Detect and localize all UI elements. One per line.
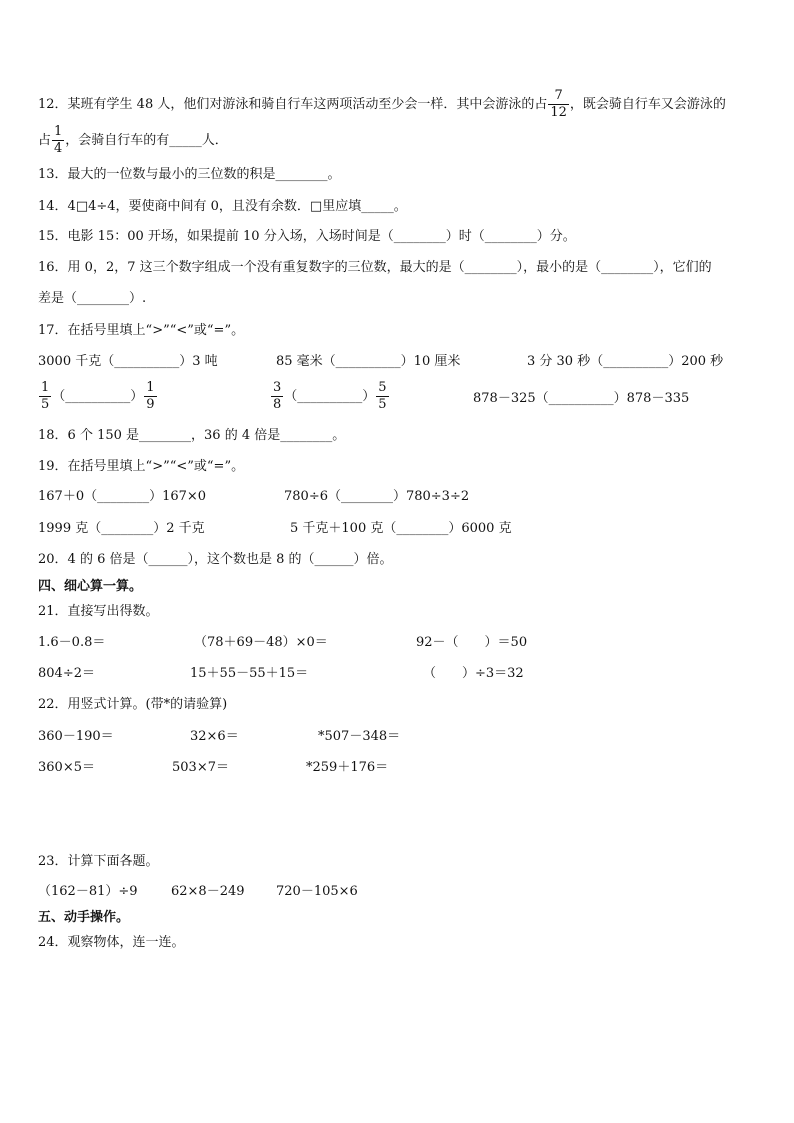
q22-r1c1: 360－190＝ xyxy=(38,729,114,744)
q21-title: 21．直接写出得数。 xyxy=(38,604,159,619)
fraction: $\frac{7}{12}$ xyxy=(550,88,567,120)
q23-title: 23．计算下面各题。 xyxy=(38,854,159,869)
q21-r2c2: 15＋55－55＋15＝ xyxy=(190,666,309,681)
q14: 14．4□4÷4，要使商中间有 0，且没有余数．□里应填_____。 xyxy=(38,199,407,214)
q17-r2c2: $\frac{3}{8}$ （__________） $\frac{5}{5}$ xyxy=(273,380,387,412)
q22-r2c1: 360×5＝ xyxy=(38,760,95,775)
q17-r2c3: 878－325（__________）878－335 xyxy=(473,391,690,406)
q22-r2c3: *259＋176＝ xyxy=(306,760,389,775)
q21-r1c3: 92－（ ）＝50 xyxy=(416,635,528,650)
q22-r1c3: *507－348＝ xyxy=(318,729,401,744)
q17-r1c3: 3 分 30 秒（__________）200 秒 xyxy=(527,354,724,369)
q17-r2c1: $\frac{1}{5}$ （__________） $\frac{1}{9}$ xyxy=(41,380,155,412)
fraction: $\frac{1}{9}$ xyxy=(146,380,155,412)
section-4-heading: 四、细心算一算。 xyxy=(38,579,143,594)
fraction: $\frac{1}{4}$ xyxy=(54,124,63,156)
q18: 18．6 个 150 是________，36 的 4 倍是________。 xyxy=(38,428,346,443)
fraction: $\frac{3}{8}$ xyxy=(273,380,282,412)
q17-title: 17．在括号里填上“>”“<”或“=”。 xyxy=(38,323,245,338)
q22-r2c2: 503×7＝ xyxy=(172,760,229,775)
q22-r1c2: 32×6＝ xyxy=(190,729,239,744)
q23-item-3: 720－105×6 xyxy=(276,884,358,899)
q22-title: 22．用竖式计算。(带*的请验算) xyxy=(38,697,228,712)
q21-r1c2: （78＋69－48）×0＝ xyxy=(194,635,328,650)
q16-line1: 16．用 0，2，7 这三个数字组成一个没有重复数字的三位数，最大的是（________），最小的是（________），它们的 xyxy=(38,260,712,275)
q21-r2c3: （ ）÷3＝32 xyxy=(423,666,524,681)
q19-r2c1: 1999 克（________）2 千克 xyxy=(38,521,205,536)
section-5-heading: 五、动手操作。 xyxy=(38,910,130,925)
fraction: $\frac{1}{5}$ xyxy=(41,380,50,412)
q12-line1: 12．某班有学生 48 人，他们对游泳和骑自行车这两项活动至少会一样．其中会游泳的占 $\frac{7}{12}$ ，既会骑自行车又会游泳的 xyxy=(38,88,726,120)
q17-r1c1: 3000 千克（__________）3 吨 xyxy=(38,354,218,369)
q21-r1c1: 1.6－0.8＝ xyxy=(38,635,106,650)
q17-r1c2: 85 毫米（__________）10 厘米 xyxy=(276,354,461,369)
q16-line2: 差是（________）. xyxy=(38,291,147,306)
q23-item-2: 62×8－249 xyxy=(171,884,245,899)
q24: 24．观察物体，连一连。 xyxy=(38,935,185,950)
q13: 13．最大的一位数与最小的三位数的积是________。 xyxy=(38,167,341,182)
q23-item-1: （162－81）÷9 xyxy=(38,884,138,899)
fraction: $\frac{5}{5}$ xyxy=(378,380,387,412)
q21-r2c1: 804÷2＝ xyxy=(38,666,95,681)
q19-r1c1: 167＋0（________）167×0 xyxy=(38,489,207,504)
q19-r1c2: 780÷6（________）780÷3÷2 xyxy=(284,489,470,504)
q12-line2: 占 $\frac{1}{4}$ ，会骑自行车的有_____人． xyxy=(38,124,228,156)
q20: 20．4 的 6 倍是（______），这个数也是 8 的（______）倍。 xyxy=(38,552,393,567)
q15: 15．电影 15：00 开场，如果提前 10 分入场，入场时间是（________）时（________）分。 xyxy=(38,229,576,244)
q19-r2c2: 5 千克＋100 克（________）6000 克 xyxy=(290,521,512,536)
q19-title: 19．在括号里填上“>”“<”或“=”。 xyxy=(38,459,245,474)
